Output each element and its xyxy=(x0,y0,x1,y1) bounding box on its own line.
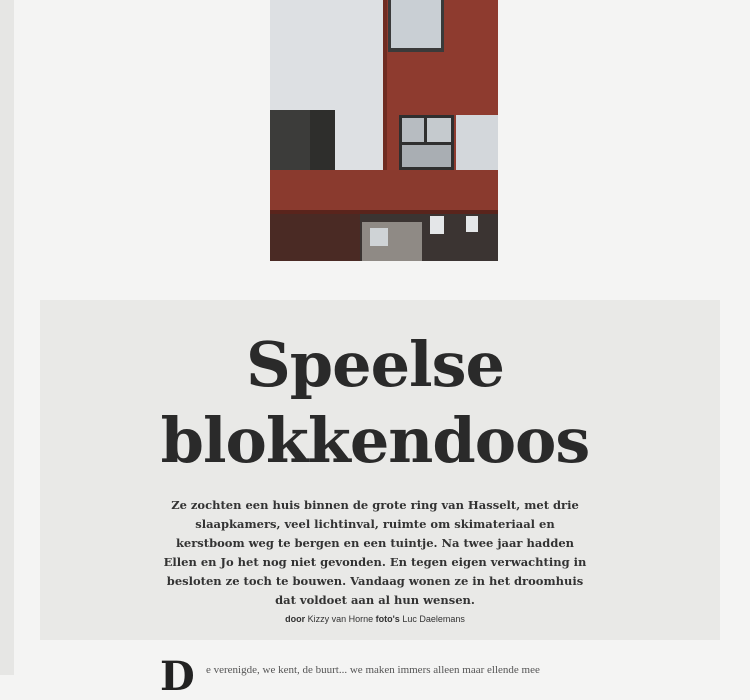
drop-cap: D xyxy=(160,653,195,700)
headline-line-2: blokkendoos xyxy=(160,404,590,477)
intro-paragraph: Ze zochten een huis binnen de grote ring van Hasselt, met drie slaapkamers, veel lichtinval, ruimte om skimateriaal en kerstboom weg te bergen en een tuintje. Na twee jaar hadden Ellen en Jo het nog niet gevonden. En tegen eigen verwachting in besloten ze toch te bouwen. Vandaag wonen ze in het droomhuis dat voldoet aan al hun wensen. xyxy=(163,498,587,607)
byline-by-label: door xyxy=(285,614,306,624)
body-first-line: e verenigde, we kent, de buurt... we maken immers alleen maar ellende mee xyxy=(206,664,540,676)
byline-author: Kizzy van Horne xyxy=(307,614,374,624)
headline-line-1: Speelse xyxy=(246,328,504,401)
byline-photographer: Luc Daelemans xyxy=(402,614,465,624)
byline-photo-label: foto's xyxy=(375,614,400,624)
house-photo xyxy=(270,0,498,261)
body-text-start xyxy=(160,653,620,700)
byline xyxy=(0,614,750,624)
